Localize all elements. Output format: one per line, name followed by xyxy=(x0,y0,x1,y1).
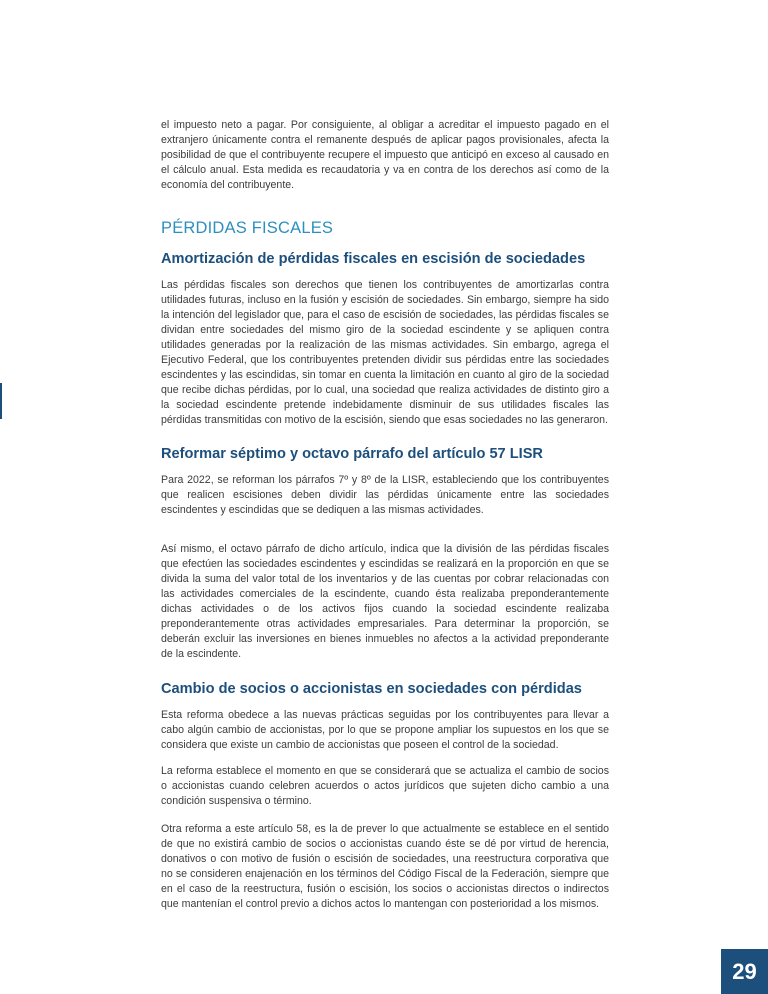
subheading-cambio-socios: Cambio de socios o accionistas en sociedades con pérdidas xyxy=(161,681,582,697)
intro-paragraph-block xyxy=(161,118,609,193)
subheading-amortizacion: Amortización de pérdidas fiscales en escisión de sociedades xyxy=(161,251,586,267)
cambio-socios-paragraph-1: Esta reforma obedece a las nuevas prácticas seguidas por los contribuyentes para llevar a cabo algún cambio de accionistas, por lo que se propone ampliar los supuestos en los que se considera que existe un cambio de accionistas que poseen el control de la sociedad. xyxy=(161,709,609,751)
page-number: 29 xyxy=(732,958,757,984)
page-number-badge xyxy=(721,949,768,994)
cambio-socios-paragraph-2: La reforma establece el momento en que se considerará que se actualiza el cambio de socios o accionistas cuando celebren acuerdos o actos jurídicos que sujeten dicho cambio a una condición suspensiva o término. xyxy=(161,765,609,807)
cambio-socios-block-2 xyxy=(161,764,609,809)
amortizacion-block xyxy=(161,278,609,428)
intro-paragraph: el impuesto neto a pagar. Por consiguiente, al obligar a acreditar el impuesto pagado en el extranjero únicamente contra el remanente después de aplicar pagos provisionales, afecta la posibilidad de que el contribuyente recupere el impuesto que anticipó en exceso al causado en el cálculo anual. Esta medida es recaudatoria y va en contra de los derechos así como de la economía del contribuyente. xyxy=(161,119,609,191)
cambio-socios-block-1 xyxy=(161,708,609,753)
cambio-socios-block-3 xyxy=(161,822,609,912)
amortizacion-paragraph: Las pérdidas fiscales son derechos que tienen los contribuyentes de amortizarlas contra utilidades futuras, incluso en la fusión y escisión de sociedades. Sin embargo, siempre ha sido la intención del legislador que, para el caso de escisión de sociedades, las pérdidas fiscales se dividan entre sociedades del mismo giro de la sociedad escindente y se apliquen contra utilidades generadas por la realización de las mismas actividades. Sin embargo, agrega el Ejecutivo Federal, que los contribuyentes pretenden dividir sus pérdidas entre las sociedades escindentes y las escindidas, sin tomar en cuenta la limitación en cuanto al giro de la sociedad que recibe dichas pérdidas, por lo cual, una sociedad que realiza actividades de distinto giro a la sociedad escindente pretende indebidamente disminuir de sus utilidades fiscales las pérdidas transmitidas con motivo de la escisión, siendo que esas sociedades no las generaron. xyxy=(161,279,609,426)
section-title: PÉRDIDAS FISCALES xyxy=(161,219,334,237)
subheading-articulo-57: Reformar séptimo y octavo párrafo del artículo 57 LISR xyxy=(161,446,543,462)
cambio-socios-paragraph-3: Otra reforma a este artículo 58, es la de prever lo que actualmente se establece en el sentido de que no existirá cambio de socios o accionistas cuando éste se dé por virtud de herencia, donativos o con motivo de fusión o escisión de sociedades, una reestructura corporativa que no se consideren enajenación en los términos del Código Fiscal de la Federación, siempre que en el caso de la reestructura, fusión o escisión, los socios o accionistas directos o indirectos que mantenían el control previo a dichos actos lo mantengan con posterioridad a los mismos. xyxy=(161,823,609,910)
articulo-57-block-1 xyxy=(161,473,609,518)
articulo-57-block-2 xyxy=(161,542,609,662)
articulo-57-paragraph-1: Para 2022, se reforman los párrafos 7º y 8º de la LISR, estableciendo que los contribuyentes que realicen escisiones deben dividir las pérdidas únicamente entre las sociedades escindentes y escindidas que se dediquen a las mismas actividades. xyxy=(161,474,609,516)
articulo-57-paragraph-2: Así mismo, el octavo párrafo de dicho artículo, indica que la división de las pérdidas fiscales que efectúen las sociedades escindentes y escindidas se realizará en la proporción en que se divida la suma del valor total de los inventarios y de las cuentas por cobrar relacionadas con las actividades comerciales de la escindente, cuando ésta realizaba preponderantemente dichas actividades o de los activos fijos cuando la sociedad escindente realizaba preponderantemente otras actividades empresariales. Para determinar la proporción, se deberán excluir las inversiones en bienes inmuebles no afectos a la actividad preponderante de la escindente. xyxy=(161,543,609,660)
margin-marker xyxy=(0,383,2,419)
